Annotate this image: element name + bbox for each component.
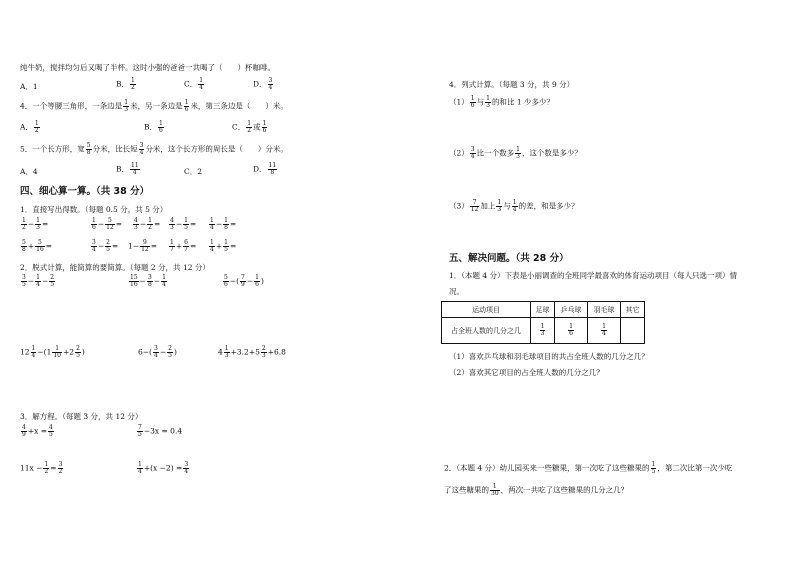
- expression: 4 $\frac{1}{3}$ +3.2+5 $\frac{2}{3}$ +6.8: [218, 345, 286, 359]
- problem-1-text-cont: 况。: [449, 287, 464, 296]
- choice-a: A．4: [20, 167, 38, 176]
- choice-b: B． $\frac{11}{4}$: [116, 162, 139, 176]
- problem-1-text: 1．（本题 4 分）下表是小丽调查的全班同学最喜欢的体育运动项目（每人只选一项）情: [449, 271, 738, 280]
- expression: 12 $\frac{1}{4}$ −(1 $\frac{1}{10}$ +2 $\frac{2}{5}$ ): [20, 345, 85, 359]
- expression: $\frac{5}{8}$ + $\frac{5}{16}$ =: [22, 239, 53, 253]
- expression: $\frac{1}{7}$ + $\frac{6}{7}$ =: [170, 239, 197, 253]
- problem-2: 2．（本题 4 分）幼儿园买来一些糖果，第一次吃了这些糖果的 $\frac{1}{5}$ ，第二次比第一次少吃: [444, 461, 733, 475]
- expression: $\frac{5}{6}$ −( $\frac{7}{9}$ − $\frac{1}{6}$ ): [224, 274, 264, 288]
- choice-c: C． $\frac{1}{4}$: [184, 77, 204, 91]
- expression: $\frac{1}{6}$ − $\frac{5}{12}$ =: [92, 217, 123, 231]
- table-cell: $\frac{1}{3}$: [531, 318, 555, 344]
- subsection-1-title: 1．直接写出得数。（每题 0.5 分，共 5 分）: [20, 205, 168, 214]
- problem-1-q2: （2）喜欢其它项目的占全班人数的几分之几？: [449, 368, 604, 377]
- expression: $\frac{3}{5}$ − $\frac{1}{4}$ − $\frac{2}{5}$: [22, 274, 55, 288]
- equation: 11x − $\frac{1}{2}$ = $\frac{3}{2}$: [20, 461, 63, 475]
- question-5: 5．一个长方形，宽 $\frac{5}{8}$ 分米，比长短 $\frac{3}{4}$ 分米，这个长方形的周长是（ ）分米。: [20, 142, 288, 156]
- sports-table: [441, 301, 645, 344]
- expression: $\frac{4}{3}$ − $\frac{1}{5}$ =: [170, 217, 197, 231]
- choice-c: C． $\frac{1}{2}$ 或 $\frac{1}{6}$: [232, 120, 267, 134]
- table-row: [442, 302, 645, 318]
- expression: $\frac{3}{4}$ − $\frac{2}{5}$ =: [92, 239, 119, 253]
- question-4-title: 4．列式计算。（每题 3 分，共 9 分）: [449, 80, 575, 89]
- problem-1-q1: （1）喜欢乒乓球和羽毛球项目的共占全班人数的几分之几？: [449, 352, 649, 361]
- choice-a: A．1: [20, 82, 38, 91]
- fraction: $\frac{1}{4}$: [199, 77, 204, 91]
- choice-a: A． $\frac{1}{2}$: [20, 120, 39, 134]
- equation: $\frac{4}{9}$ +x = $\frac{4}{5}$: [22, 424, 53, 438]
- table-cell: $\frac{1}{4}$: [588, 318, 621, 344]
- subsection-2-title: 2．脱式计算，能简算的要简算。（每题 2 分，共 12 分）: [20, 263, 210, 272]
- equation: $\frac{1}{4}$ +(x −2) = $\frac{3}{4}$: [138, 461, 189, 475]
- table-cell: [621, 318, 645, 344]
- section-4-title: 四、细心算一算。（共 38 分）: [20, 186, 150, 197]
- section-5-title: 五、解决问题。（共 28 分）: [449, 253, 569, 264]
- table-header: 运动项目: [442, 302, 531, 318]
- expression: 1− $\frac{9}{12}$ =: [128, 239, 157, 253]
- table-header: 其它: [621, 302, 645, 318]
- question-4: 4．一个等腰三角形，一条边是 $\frac{1}{3}$ 米，另一条边是 $\frac{1}{6}$ 米，第三条边是（ ）米。: [20, 99, 288, 113]
- expression: $\frac{1}{2}$ − $\frac{1}{3}$ =: [22, 217, 49, 231]
- table-header: 足球: [531, 302, 555, 318]
- question-4-3: （3） $\frac{7}{12}$ 加上 $\frac{1}{3}$ 与 $\frac{1}{4}$ 的差，和是多少？: [449, 199, 579, 213]
- table-header: 乒乓球: [555, 302, 588, 318]
- problem-2-cont: 了这些糖果的 $\frac{1}{30}$ ，两次一共吃了这些糖果的几分之几？: [444, 483, 629, 497]
- expression: $\frac{15}{16}$ − $\frac{3}{8}$ − $\frac{1}{4}$: [130, 274, 166, 288]
- question-4-1: （1） $\frac{1}{6}$ 与 $\frac{1}{3}$ 的和比 1 少多少？: [449, 95, 554, 109]
- table-cell: $\frac{1}{6}$: [555, 318, 588, 344]
- expression: 6−( $\frac{3}{4}$ − $\frac{2}{5}$ ): [138, 345, 177, 359]
- choice-b: B． $\frac{1}{2}$: [116, 77, 135, 91]
- choice-d: D． $\frac{3}{4}$: [253, 77, 273, 91]
- question-4-2: （2） $\frac{3}{4}$ 比一个数多 $\frac{1}{3}$ ，这个数是多少？: [449, 146, 582, 160]
- question-continuation: 纯牛奶，搅拌均匀后又喝了半杯。这时小强的爸爸一共喝了（ ）杯咖啡。: [20, 63, 275, 72]
- fraction: $\frac{1}{2}$: [131, 77, 135, 91]
- table-row: [442, 318, 645, 344]
- expression: $\frac{1}{4}$ + $\frac{1}{5}$ =: [210, 239, 237, 253]
- fraction: $\frac{3}{4}$: [268, 77, 273, 91]
- table-header: 羽毛球: [588, 302, 621, 318]
- choice-c: C．2: [184, 167, 203, 176]
- table-cell: 占全班人数的几分之几: [442, 318, 531, 344]
- choice-d: D． $\frac{11}{8}$: [253, 162, 277, 176]
- choice-b: B． $\frac{1}{6}$: [144, 120, 163, 134]
- subsection-3-title: 3．解方程。（每题 3 分，共 12 分）: [20, 412, 143, 421]
- expression: $\frac{1}{4}$ − $\frac{1}{8}$ =: [210, 217, 237, 231]
- equation: $\frac{7}{5}$ −3x = 0.4: [138, 424, 183, 438]
- expression: $\frac{4}{3}$ − $\frac{1}{2}$ =: [134, 217, 161, 231]
